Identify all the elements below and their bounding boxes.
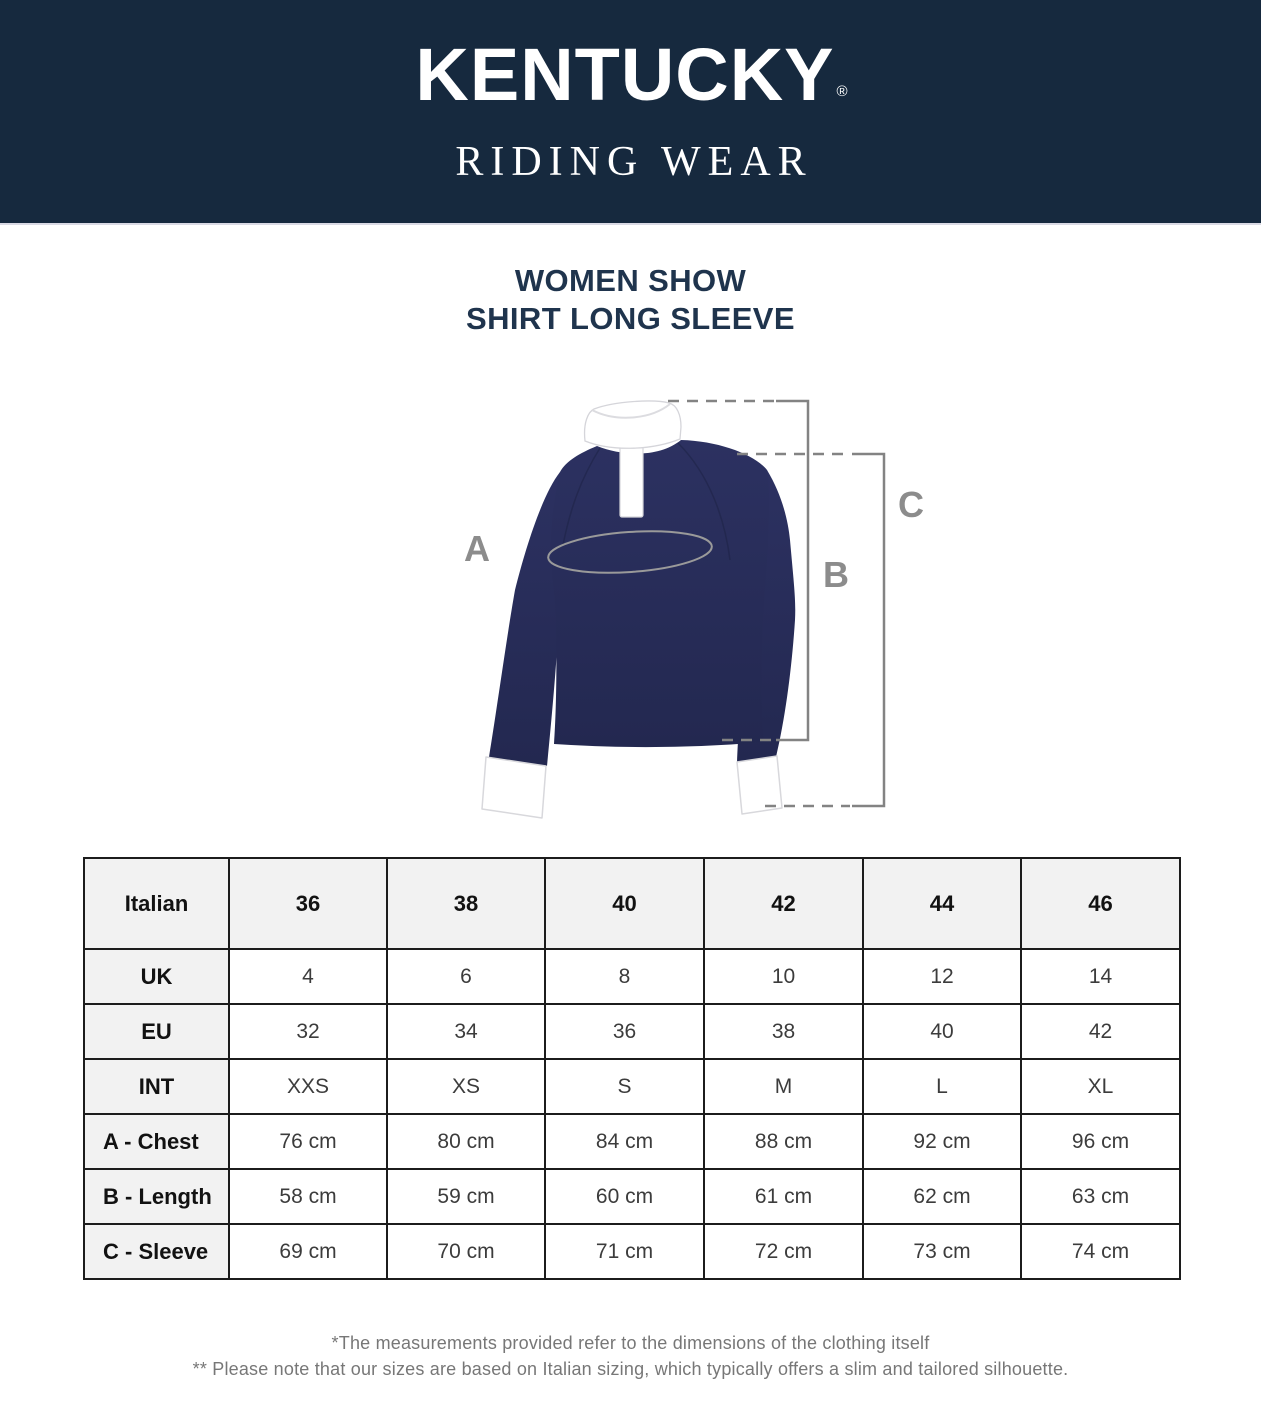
- row-label: Italian: [84, 858, 229, 949]
- shirt-illustration: [430, 385, 950, 855]
- size-cell: 42: [1021, 1004, 1180, 1059]
- size-cell: 38: [704, 1004, 863, 1059]
- table-row-sleeve: [84, 1224, 1180, 1279]
- size-cell: 36: [545, 1004, 704, 1059]
- size-cell: 61 cm: [704, 1169, 863, 1224]
- size-cell: 14: [1021, 949, 1180, 1004]
- table-row-int: [84, 1059, 1180, 1114]
- size-cell: 40: [863, 1004, 1021, 1059]
- row-label: EU: [84, 1004, 229, 1059]
- product-title-line2: SHIRT LONG SLEEVE: [466, 301, 795, 336]
- size-cell: 60 cm: [545, 1169, 704, 1224]
- size-cell: 36: [229, 858, 387, 949]
- size-cell: 73 cm: [863, 1224, 1021, 1279]
- size-cell: 96 cm: [1021, 1114, 1180, 1169]
- brand-subtitle: RIDING WEAR: [455, 139, 813, 185]
- size-cell: 69 cm: [229, 1224, 387, 1279]
- left-cuff: [482, 757, 546, 818]
- size-cell: 74 cm: [1021, 1224, 1180, 1279]
- size-cell: 62 cm: [863, 1169, 1021, 1224]
- size-cell: 71 cm: [545, 1224, 704, 1279]
- product-title-line1: WOMEN SHOW: [514, 263, 747, 298]
- row-label: C - Sleeve: [84, 1224, 229, 1279]
- table-row-length: [84, 1169, 1180, 1224]
- size-cell: 38: [387, 858, 545, 949]
- size-cell: 40: [545, 858, 704, 949]
- row-label: UK: [84, 949, 229, 1004]
- registered-trademark-symbol: ®: [836, 83, 848, 100]
- size-cell: 6: [387, 949, 545, 1004]
- length-label-b: B: [823, 554, 849, 595]
- table-row-eu: [84, 1004, 1180, 1059]
- brand-name-text: KENTUCKY: [415, 33, 835, 116]
- size-cell: XS: [387, 1059, 545, 1114]
- table-row-uk: [84, 949, 1180, 1004]
- shirt-cuffs: [482, 756, 782, 818]
- size-cell: 70 cm: [387, 1224, 545, 1279]
- table-row-chest: [84, 1114, 1180, 1169]
- size-cell: 63 cm: [1021, 1169, 1180, 1224]
- size-cell: 42: [704, 858, 863, 949]
- footnote-sizing: ** Please note that our sizes are based on Italian sizing, which typically offers a slim and tailored silhouette.: [192, 1359, 1069, 1379]
- size-cell: 44: [863, 858, 1021, 949]
- size-cell: 34: [387, 1004, 545, 1059]
- size-cell: L: [863, 1059, 1021, 1114]
- shirt-torso: [551, 440, 769, 747]
- size-cell: XXS: [229, 1059, 387, 1114]
- size-cell: 84 cm: [545, 1114, 704, 1169]
- size-cell: 76 cm: [229, 1114, 387, 1169]
- size-cell: S: [545, 1059, 704, 1114]
- footnote-measurements: *The measurements provided refer to the dimensions of the clothing itself: [331, 1333, 930, 1353]
- brand-logo: [415, 33, 848, 133]
- size-cell: 10: [704, 949, 863, 1004]
- sleeve-label-c: C: [898, 484, 924, 525]
- size-table: [83, 857, 1181, 1280]
- table-row-italian: [84, 858, 1180, 949]
- size-cell: 4: [229, 949, 387, 1004]
- size-cell: 32: [229, 1004, 387, 1059]
- size-cell: 8: [545, 949, 704, 1004]
- size-cell: 92 cm: [863, 1114, 1021, 1169]
- shirt-collar: [585, 401, 681, 448]
- row-label: INT: [84, 1059, 229, 1114]
- footnotes: [0, 1330, 1261, 1382]
- size-cell: 46: [1021, 858, 1180, 949]
- size-cell: 58 cm: [229, 1169, 387, 1224]
- size-cell: 72 cm: [704, 1224, 863, 1279]
- row-label: B - Length: [84, 1169, 229, 1224]
- row-label: A - Chest: [84, 1114, 229, 1169]
- shirt-diagram: [430, 385, 950, 855]
- product-title: [0, 262, 1261, 338]
- size-cell: M: [704, 1059, 863, 1114]
- size-cell: XL: [1021, 1059, 1180, 1114]
- size-cell: 12: [863, 949, 1021, 1004]
- shirt-placket: [620, 438, 643, 517]
- size-cell: 80 cm: [387, 1114, 545, 1169]
- size-cell: 88 cm: [704, 1114, 863, 1169]
- size-cell: 59 cm: [387, 1169, 545, 1224]
- brand-header: [0, 0, 1261, 225]
- chest-label-a: A: [464, 528, 490, 569]
